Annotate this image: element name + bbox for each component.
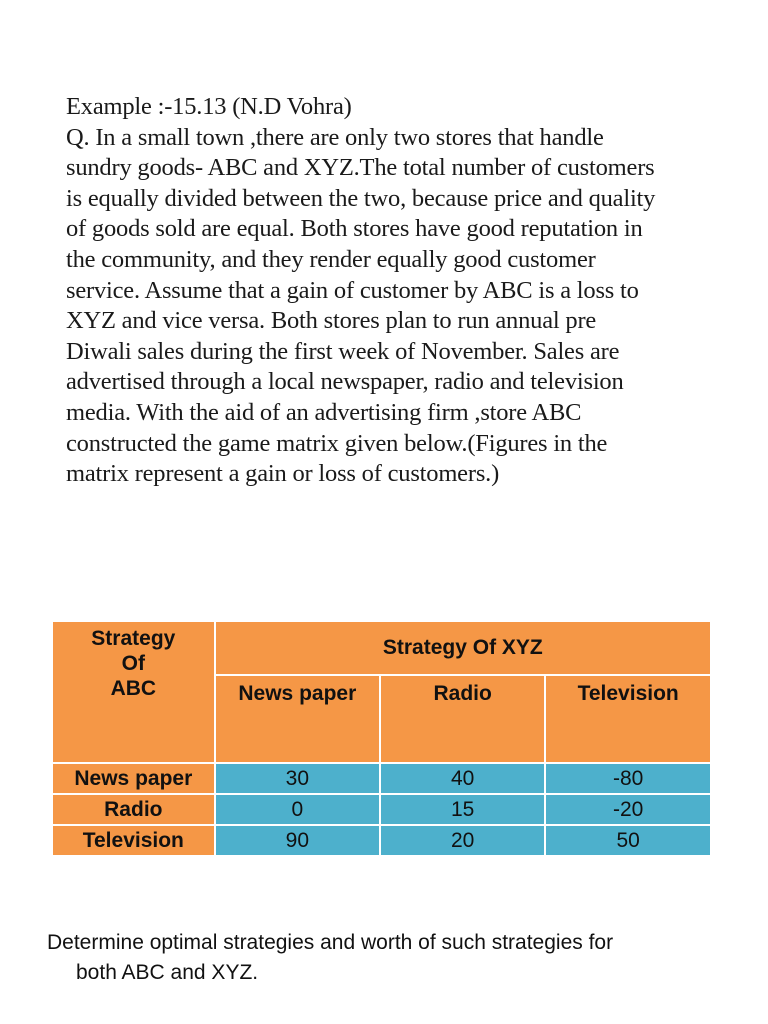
table-cell: 90 — [215, 825, 380, 856]
question-line: the community, and they render equally good customer — [66, 245, 596, 273]
example-heading: Example :-15.13 (N.D Vohra) — [66, 93, 352, 120]
table-cell: 0 — [215, 794, 380, 825]
question-line: constructed the game matrix given below.(Figures in the — [66, 429, 608, 457]
table-cell: 50 — [545, 825, 711, 856]
row-header: Television — [52, 825, 215, 856]
corner-header — [52, 621, 215, 763]
table-cell: 15 — [380, 794, 545, 825]
question-line: sundry goods- ABC and XYZ.The total number of customers — [66, 154, 655, 182]
column-group-title: Strategy Of XYZ — [215, 621, 711, 675]
task-instruction-line: both ABC and XYZ. — [76, 961, 259, 984]
corner-header-line: Of — [121, 652, 145, 675]
table-row — [52, 763, 711, 794]
question-line: Q. In a small town ,there are only two stores that handle — [66, 123, 604, 151]
row-header: Radio — [52, 794, 215, 825]
question-line: is equally divided between the two, because price and quality — [66, 184, 656, 212]
table-cell: -80 — [545, 763, 711, 794]
question-line: XYZ and vice versa. Both stores plan to run annual pre — [66, 307, 597, 335]
table-cell: 20 — [380, 825, 545, 856]
question-text — [66, 92, 716, 490]
game-matrix-table — [51, 620, 712, 857]
table-row — [52, 825, 711, 856]
column-header: News paper — [215, 675, 380, 763]
table-cell: 40 — [380, 763, 545, 794]
table-cell: -20 — [545, 794, 711, 825]
task-instruction — [47, 928, 747, 988]
task-instruction-line: Determine optimal strategies and worth of such strategies for — [47, 931, 614, 954]
row-header: News paper — [52, 763, 215, 794]
table-row — [52, 794, 711, 825]
column-header: Television — [545, 675, 711, 763]
question-line: matrix represent a gain or loss of customers.) — [66, 460, 500, 488]
question-line: advertised through a local newspaper, radio and television — [66, 368, 624, 396]
question-line: media. With the aid of an advertising firm ,store ABC — [66, 398, 582, 426]
question-line: of goods sold are equal. Both stores have good reputation in — [66, 215, 643, 243]
column-header: Radio — [380, 675, 545, 763]
table-cell: 30 — [215, 763, 380, 794]
corner-header-line: Strategy — [91, 627, 176, 650]
question-line: Diwali sales during the first week of November. Sales are — [66, 337, 620, 365]
question-line: service. Assume that a gain of customer by ABC is a loss to — [66, 276, 639, 304]
corner-header-line: ABC — [110, 677, 157, 700]
